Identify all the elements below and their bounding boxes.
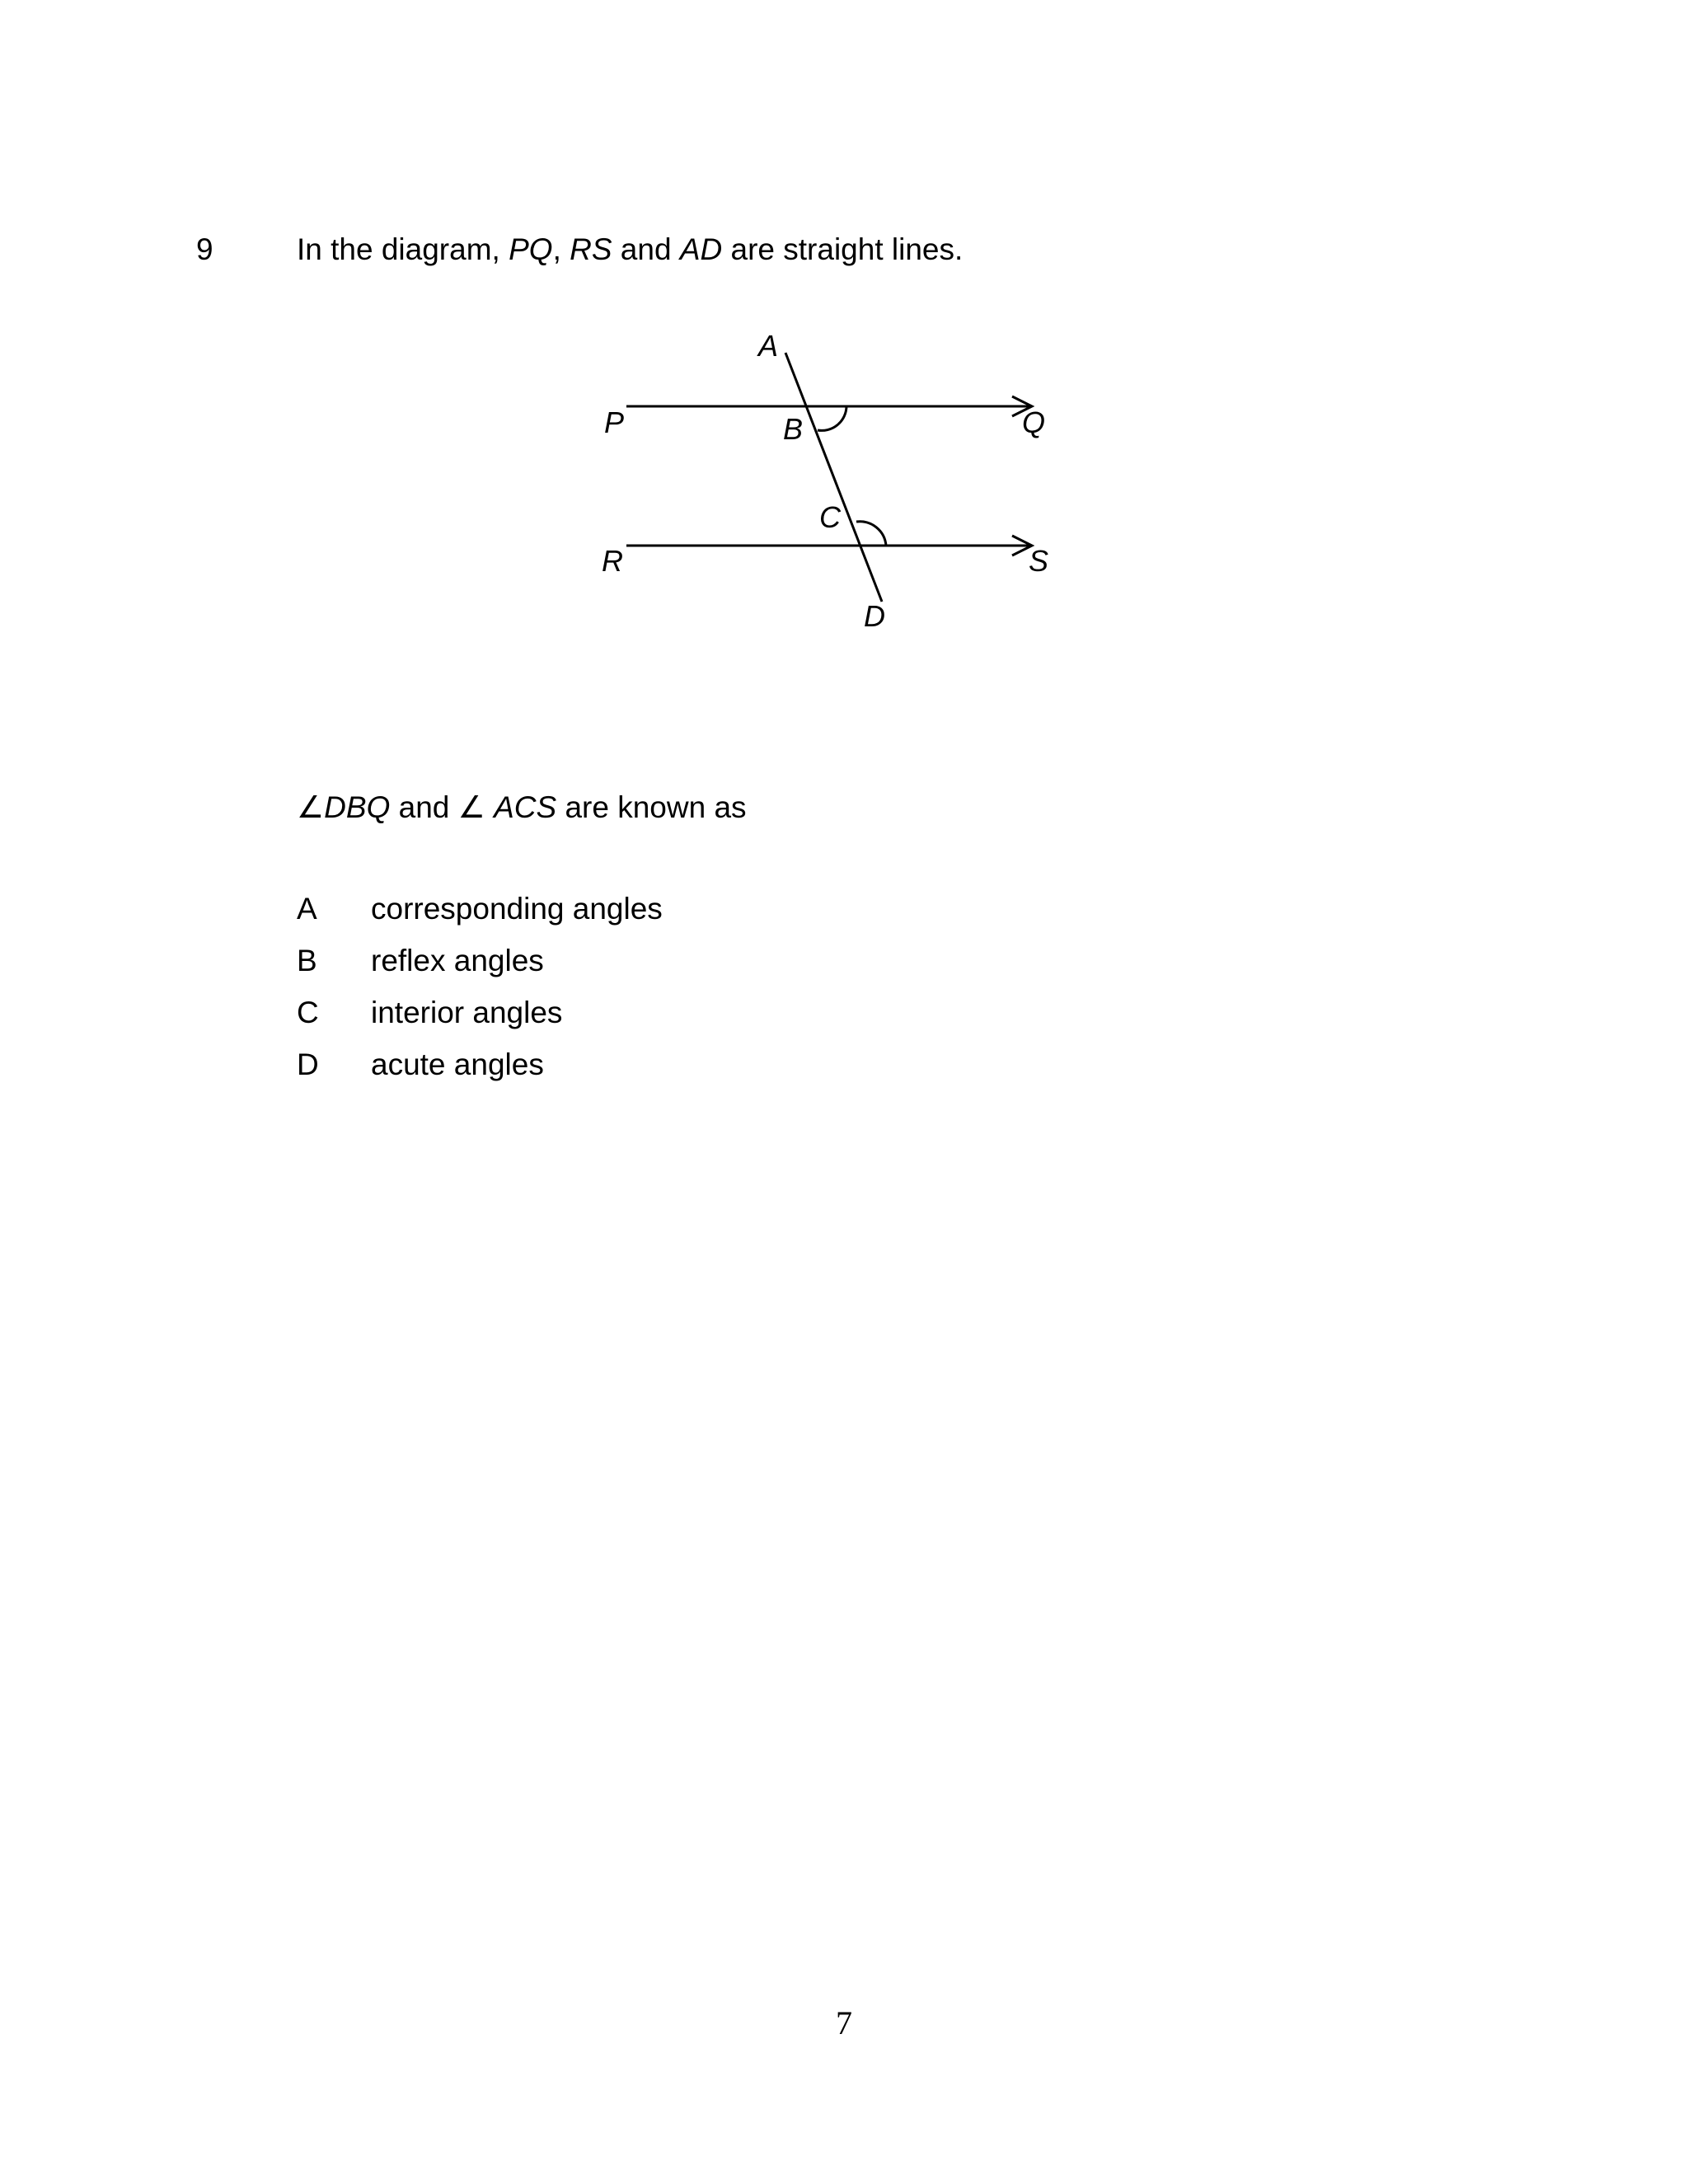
answer-options: [297, 888, 663, 1096]
label-b: B: [783, 412, 804, 446]
question-prompt: [297, 787, 747, 828]
prompt-tail: are known as: [556, 790, 747, 824]
stem-outro: are straight lines.: [722, 232, 964, 266]
stem-line-rs: RS: [570, 232, 612, 266]
line-ad: [785, 353, 882, 602]
angle-arc-dbq: [818, 406, 846, 430]
option-letter: A: [297, 892, 317, 926]
angle-arc-acs: [856, 522, 886, 546]
option-text: acute angles: [371, 1047, 544, 1081]
label-a: A: [758, 329, 779, 363]
option-a[interactable]: [297, 888, 663, 940]
page-number: 7: [836, 2004, 852, 2041]
stem-line-pq: PQ: [509, 232, 553, 266]
label-s: S: [1029, 544, 1049, 578]
label-q: Q: [1022, 405, 1046, 439]
option-b[interactable]: [297, 940, 663, 992]
option-text: interior angles: [371, 996, 563, 1029]
question-number: 9: [196, 232, 213, 266]
stem-intro: In the diagram,: [297, 232, 509, 266]
angle-dbq: DBQ: [324, 790, 391, 824]
stem-sep-2: and: [612, 232, 680, 266]
angle-acs: ACS: [494, 790, 557, 824]
option-d[interactable]: [297, 1044, 663, 1096]
stem-sep-1: ,: [552, 232, 570, 266]
angle-symbol: ∠: [297, 790, 325, 824]
option-letter: D: [297, 1047, 319, 1081]
label-p: P: [604, 405, 625, 439]
option-text: corresponding angles: [371, 892, 663, 926]
option-text: reflex angles: [371, 944, 544, 977]
label-r: R: [602, 544, 623, 578]
stem-line-ad: AD: [679, 232, 723, 266]
option-c[interactable]: [297, 992, 663, 1044]
label-d: D: [864, 599, 885, 633]
prompt-joiner: and: [390, 790, 458, 824]
option-letter: B: [297, 944, 317, 977]
label-c: C: [819, 500, 841, 534]
angle-symbol: ∠: [457, 790, 485, 824]
option-letter: C: [297, 996, 319, 1029]
